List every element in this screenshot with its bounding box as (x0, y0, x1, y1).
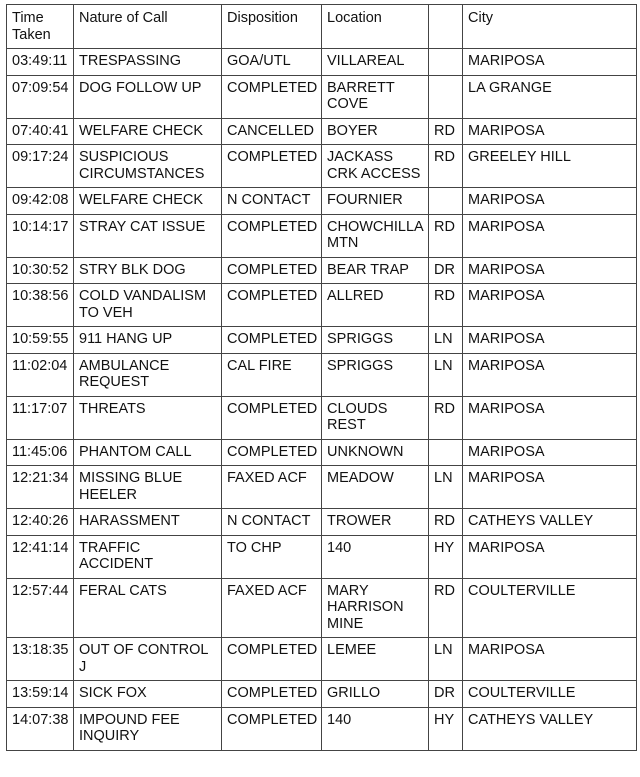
cell-disposition: COMPLETED (222, 638, 322, 681)
cell-street-suffix: RD (429, 396, 463, 439)
cell-time-taken: 14:07:38 (7, 707, 74, 750)
cell-city: MARIPOSA (463, 466, 637, 509)
cell-location: ALLRED (322, 284, 429, 327)
cell-location: VILLAREAL (322, 49, 429, 76)
cell-time-taken: 07:40:41 (7, 118, 74, 145)
cell-city: CATHEYS VALLEY (463, 707, 637, 750)
cell-city: MARIPOSA (463, 257, 637, 284)
cell-location: UNKNOWN (322, 439, 429, 466)
cell-location: TROWER (322, 509, 429, 536)
cell-nature-of-call: MISSING BLUE HEELER (74, 466, 222, 509)
table-body (7, 49, 637, 751)
cell-disposition: COMPLETED (222, 707, 322, 750)
cell-time-taken: 10:30:52 (7, 257, 74, 284)
cell-time-taken: 11:02:04 (7, 353, 74, 396)
cell-street-suffix (429, 188, 463, 215)
cell-nature-of-call: IMPOUND FEE INQUIRY (74, 707, 222, 750)
cell-time-taken: 12:21:34 (7, 466, 74, 509)
cell-disposition: COMPLETED (222, 327, 322, 354)
cell-disposition: COMPLETED (222, 396, 322, 439)
call-log-table (6, 4, 637, 751)
cell-location: 140 (322, 535, 429, 578)
table-row (7, 118, 637, 145)
table-row (7, 284, 637, 327)
cell-city: MARIPOSA (463, 535, 637, 578)
cell-disposition: FAXED ACF (222, 466, 322, 509)
cell-street-suffix: DR (429, 257, 463, 284)
cell-disposition: CAL FIRE (222, 353, 322, 396)
cell-time-taken: 11:17:07 (7, 396, 74, 439)
cell-disposition: TO CHP (222, 535, 322, 578)
cell-street-suffix (429, 75, 463, 118)
cell-location: SPRIGGS (322, 353, 429, 396)
table-row (7, 396, 637, 439)
cell-street-suffix: RD (429, 284, 463, 327)
cell-nature-of-call: STRY BLK DOG (74, 257, 222, 284)
cell-disposition: N CONTACT (222, 188, 322, 215)
table-row (7, 49, 637, 76)
cell-street-suffix: RD (429, 145, 463, 188)
cell-nature-of-call: FERAL CATS (74, 578, 222, 638)
cell-city: CATHEYS VALLEY (463, 509, 637, 536)
table-row (7, 188, 637, 215)
cell-location: CLOUDS REST (322, 396, 429, 439)
table-row (7, 327, 637, 354)
cell-time-taken: 09:42:08 (7, 188, 74, 215)
cell-street-suffix: LN (429, 466, 463, 509)
cell-street-suffix: RD (429, 214, 463, 257)
cell-disposition: COMPLETED (222, 75, 322, 118)
cell-street-suffix: HY (429, 707, 463, 750)
cell-city: MARIPOSA (463, 327, 637, 354)
cell-disposition: COMPLETED (222, 257, 322, 284)
cell-location: JACKASS CRK ACCESS (322, 145, 429, 188)
cell-disposition: COMPLETED (222, 145, 322, 188)
table-row (7, 145, 637, 188)
table-row (7, 638, 637, 681)
table-row (7, 535, 637, 578)
cell-city: MARIPOSA (463, 49, 637, 76)
table-row (7, 353, 637, 396)
header-location: Location (322, 5, 429, 49)
cell-nature-of-call: PHANTOM CALL (74, 439, 222, 466)
table-row (7, 681, 637, 708)
cell-time-taken: 12:57:44 (7, 578, 74, 638)
cell-time-taken: 12:41:14 (7, 535, 74, 578)
cell-time-taken: 12:40:26 (7, 509, 74, 536)
cell-time-taken: 07:09:54 (7, 75, 74, 118)
cell-location: CHOWCHILLA MTN (322, 214, 429, 257)
cell-street-suffix: LN (429, 353, 463, 396)
cell-city: LA GRANGE (463, 75, 637, 118)
cell-street-suffix (429, 49, 463, 76)
cell-nature-of-call: DOG FOLLOW UP (74, 75, 222, 118)
header-nature-of-call: Nature of Call (74, 5, 222, 49)
cell-disposition: N CONTACT (222, 509, 322, 536)
cell-street-suffix: HY (429, 535, 463, 578)
cell-nature-of-call: TRAFFIC ACCIDENT (74, 535, 222, 578)
cell-city: MARIPOSA (463, 396, 637, 439)
cell-location: BOYER (322, 118, 429, 145)
cell-nature-of-call: TRESPASSING (74, 49, 222, 76)
cell-city: MARIPOSA (463, 353, 637, 396)
header-row (7, 5, 637, 49)
table-row (7, 509, 637, 536)
cell-city: COULTERVILLE (463, 681, 637, 708)
cell-time-taken: 10:59:55 (7, 327, 74, 354)
cell-nature-of-call: STRAY CAT ISSUE (74, 214, 222, 257)
table-header (7, 5, 637, 49)
cell-city: MARIPOSA (463, 214, 637, 257)
cell-street-suffix: RD (429, 509, 463, 536)
table-row (7, 75, 637, 118)
cell-nature-of-call: HARASSMENT (74, 509, 222, 536)
cell-city: MARIPOSA (463, 188, 637, 215)
cell-location: BEAR TRAP (322, 257, 429, 284)
cell-city: MARIPOSA (463, 439, 637, 466)
cell-location: BARRETT COVE (322, 75, 429, 118)
header-city: City (463, 5, 637, 49)
cell-nature-of-call: SICK FOX (74, 681, 222, 708)
cell-nature-of-call: WELFARE CHECK (74, 188, 222, 215)
cell-time-taken: 03:49:11 (7, 49, 74, 76)
cell-time-taken: 09:17:24 (7, 145, 74, 188)
cell-city: MARIPOSA (463, 284, 637, 327)
table-row (7, 257, 637, 284)
cell-street-suffix: LN (429, 327, 463, 354)
cell-nature-of-call: THREATS (74, 396, 222, 439)
cell-nature-of-call: SUSPICIOUS CIRCUMSTANCES (74, 145, 222, 188)
cell-street-suffix: RD (429, 118, 463, 145)
cell-time-taken: 10:38:56 (7, 284, 74, 327)
table-row (7, 214, 637, 257)
cell-street-suffix: LN (429, 638, 463, 681)
cell-time-taken: 10:14:17 (7, 214, 74, 257)
header-time-taken: Time Taken (7, 5, 74, 49)
cell-location: MEADOW (322, 466, 429, 509)
cell-disposition: CANCELLED (222, 118, 322, 145)
cell-city: GREELEY HILL (463, 145, 637, 188)
cell-disposition: GOA/UTL (222, 49, 322, 76)
cell-location: MARY HARRISON MINE (322, 578, 429, 638)
table-row (7, 578, 637, 638)
table-row (7, 466, 637, 509)
cell-location: GRILLO (322, 681, 429, 708)
cell-nature-of-call: AMBULANCE REQUEST (74, 353, 222, 396)
cell-disposition: COMPLETED (222, 284, 322, 327)
table-row (7, 707, 637, 750)
cell-street-suffix: RD (429, 578, 463, 638)
cell-time-taken: 11:45:06 (7, 439, 74, 466)
cell-street-suffix: DR (429, 681, 463, 708)
cell-nature-of-call: 911 HANG UP (74, 327, 222, 354)
cell-street-suffix (429, 439, 463, 466)
cell-city: MARIPOSA (463, 638, 637, 681)
table-row (7, 439, 637, 466)
cell-city: MARIPOSA (463, 118, 637, 145)
cell-city: COULTERVILLE (463, 578, 637, 638)
cell-nature-of-call: COLD VANDALISM TO VEH (74, 284, 222, 327)
cell-location: LEMEE (322, 638, 429, 681)
cell-location: 140 (322, 707, 429, 750)
cell-nature-of-call: OUT OF CONTROL J (74, 638, 222, 681)
cell-location: FOURNIER (322, 188, 429, 215)
cell-time-taken: 13:18:35 (7, 638, 74, 681)
cell-disposition: COMPLETED (222, 681, 322, 708)
cell-disposition: COMPLETED (222, 214, 322, 257)
cell-disposition: COMPLETED (222, 439, 322, 466)
cell-time-taken: 13:59:14 (7, 681, 74, 708)
header-street-suffix (429, 5, 463, 49)
cell-location: SPRIGGS (322, 327, 429, 354)
cell-nature-of-call: WELFARE CHECK (74, 118, 222, 145)
cell-disposition: FAXED ACF (222, 578, 322, 638)
header-disposition: Disposition (222, 5, 322, 49)
